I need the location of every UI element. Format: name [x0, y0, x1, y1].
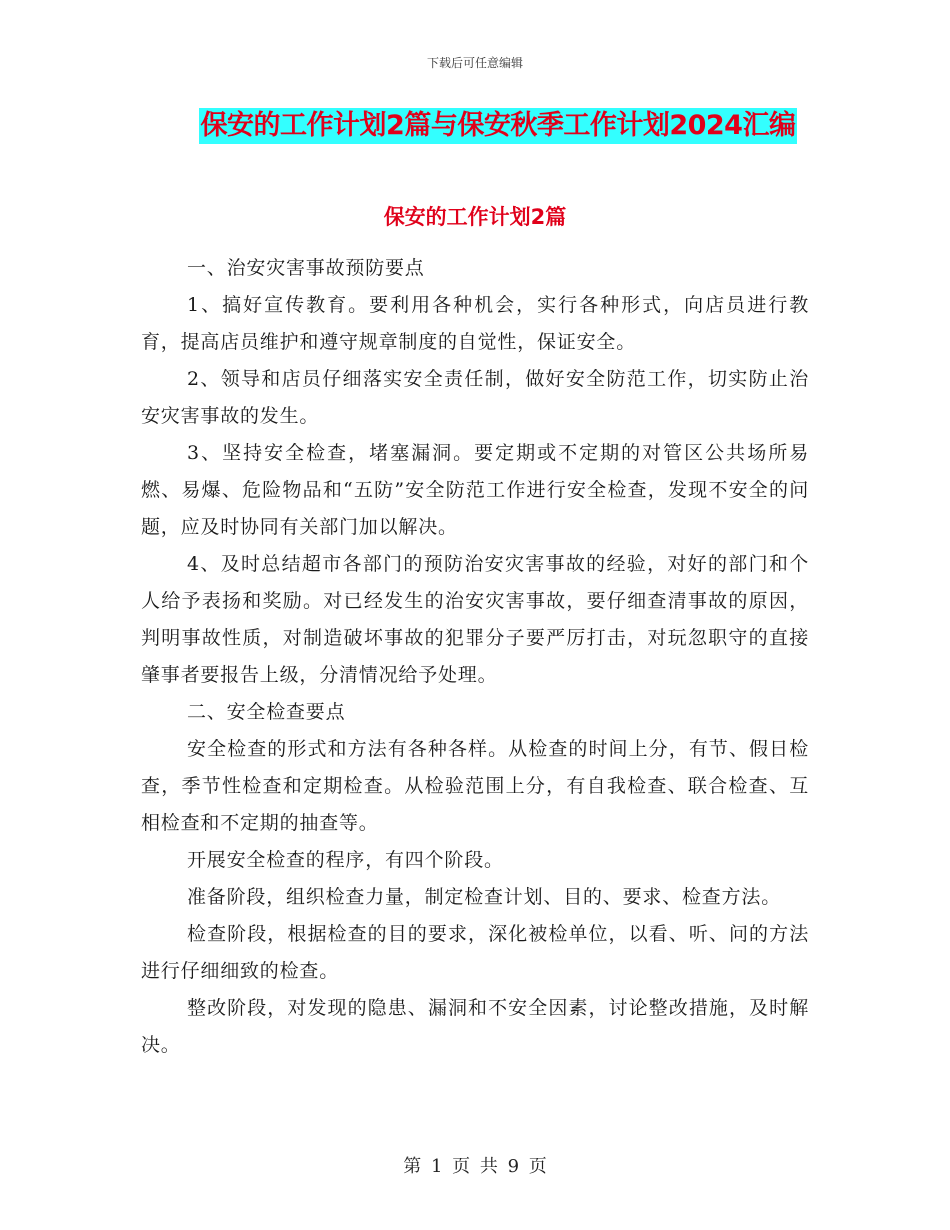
paragraph: 1、搞好宣传教育。要利用各种机会，实行各种形式，向店员进行教育，提高店员维护和遵守规章制度的自觉性，保证安全。	[141, 294, 809, 353]
paragraph: 准备阶段，组织检查力量，制定检查计划、目的、要求、检查方法。	[187, 886, 782, 908]
paragraph: 安全检查的形式和方法有各种各样。从检查的时间上分，有节、假日检查，季节性检查和定期检查。从检验范围上分，有自我检查、联合检查、互相检查和不定期的抽查等。	[141, 738, 809, 834]
paragraph: 3、坚持安全检查，堵塞漏洞。要定期或不定期的对管区公共场所易燃、易爆、危险物品和“五防”安全防范工作进行安全检查，发现不安全的问题，应及时协同有关部门加以解决。	[141, 442, 809, 538]
paragraph: 整改阶段，对发现的隐患、漏洞和不安全因素，讨论整改措施，及时解决。	[141, 997, 809, 1056]
paragraph: 4、及时总结超市各部门的预防治安灾害事故的经验，对好的部门和个人给予表扬和奖励。对已经发生的治安灾害事故，要仔细查清事故的原因，判明事故性质，对制造破坏事故的犯罪分子要严厉打击，对玩忽职守的直接肇事者要报告上级，分清情况给予处理。	[141, 553, 809, 686]
paragraph: 开展安全检查的程序，有四个阶段。	[187, 849, 504, 871]
document-body	[141, 250, 809, 1064]
section-title: 保安的工作计划2篇	[383, 205, 567, 229]
main-title-wrap	[0, 108, 950, 144]
document-title: 保安的工作计划2篇与保安秋季工作计划2024汇编	[199, 108, 798, 144]
paragraph: 检查阶段，根据检查的目的要求，深化被检单位，以看、听、问的方法进行仔细细致的检查。	[141, 923, 809, 982]
paragraph: 一、治安灾害事故预防要点	[187, 257, 425, 279]
paragraph: 2、领导和店员仔细落实安全责任制，做好安全防范工作，切实防止治安灾害事故的发生。	[141, 368, 809, 427]
header-note: 下载后可任意编辑	[426, 56, 523, 70]
page-footer: 第 1 页 共 9 页	[403, 1156, 547, 1177]
paragraph: 二、安全检查要点	[187, 701, 346, 723]
